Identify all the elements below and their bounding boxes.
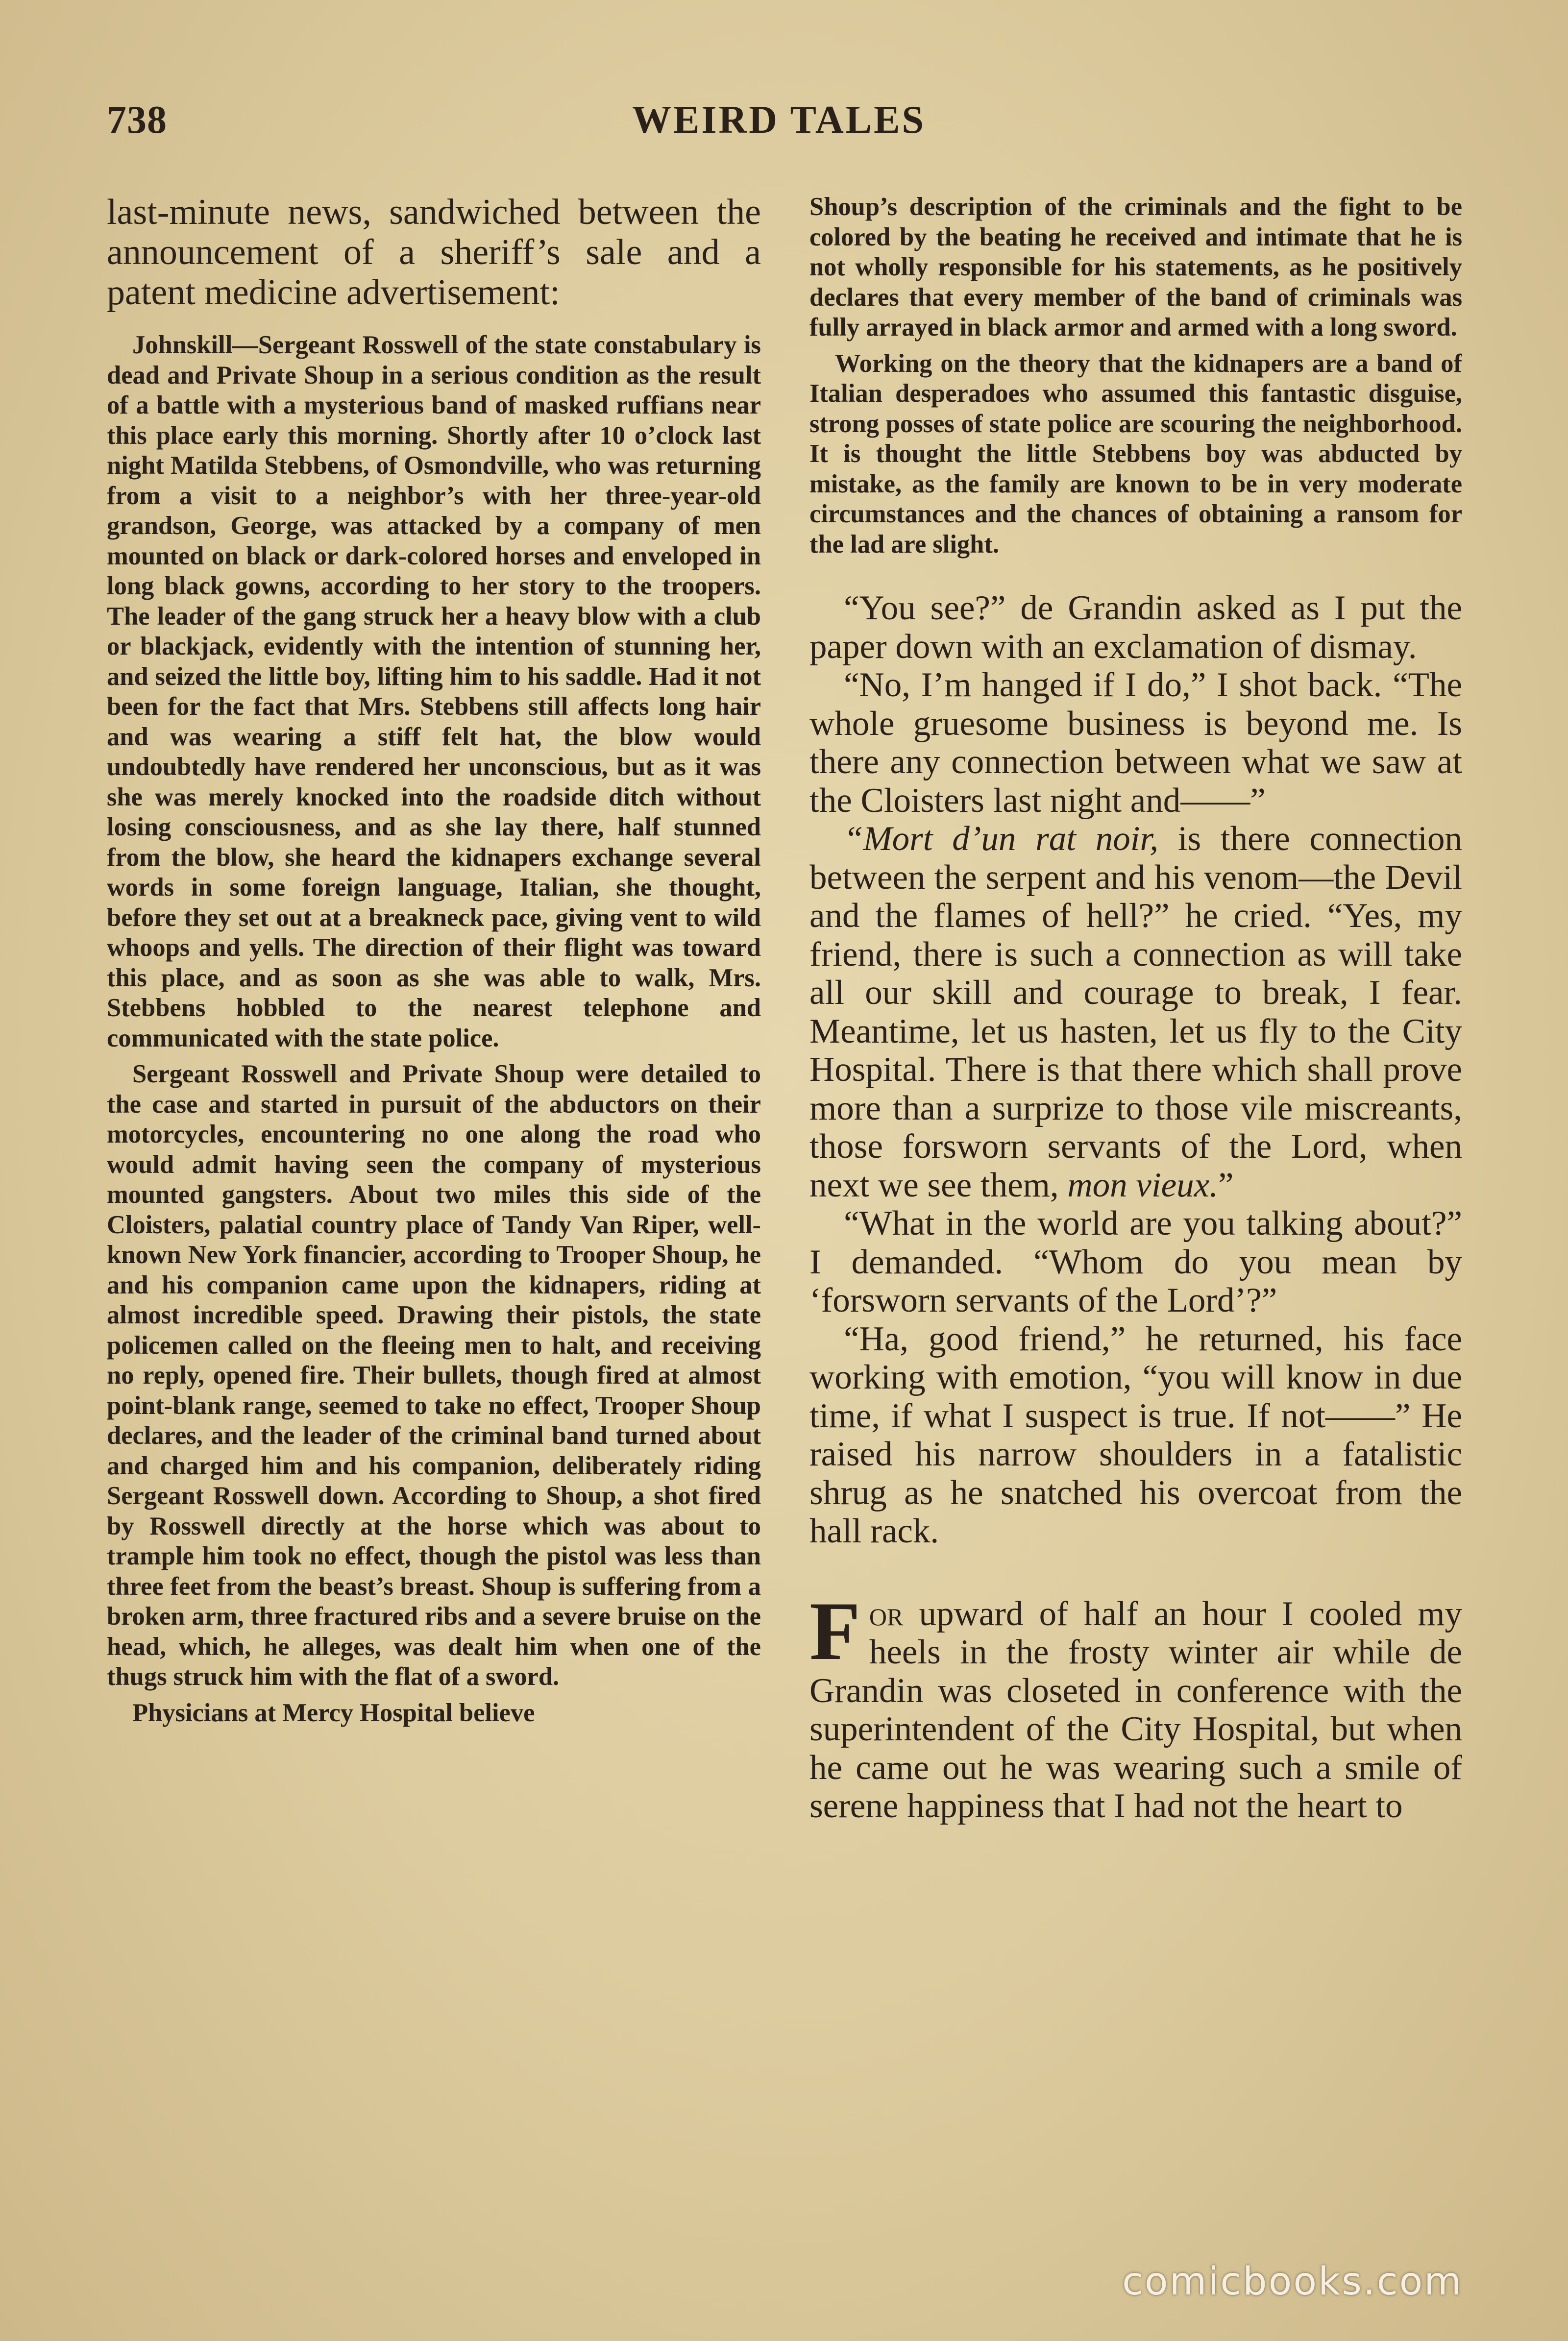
section-break xyxy=(809,1551,1462,1595)
news-paragraph-1: Johnskill—Sergeant Rosswell of the state constabulary is dead and Private Shoup in a serious condition as the result of a battle with a mysterious band of masked ruffians near this place early this morning. Shortly after 10 o’clock last night Matilda Stebbens, of Osmondville, who was returning from a visit to a neighbor’s with her three-year-old grandson, George, was attacked by a company of men mounted on black or dark-colored horses and enveloped in long black gowns, according to her story to the troopers. The leader of the gang struck her a heavy blow with a club or blackjack, evidently with the intention of stunning her, and seized the little boy, lifting him to his saddle. Had it not been for the fact that Mrs. Stebbens still affects long hair and was wearing a stiff felt hat, the blow would undoubtedly have rendered her unconscious, but as it was she was merely knocked into the roadside ditch without losing consciousness, and as she lay there, half stunned from the blow, she heard the kidnapers exchange several words in some foreign language, Italian, she thought, before they set out at a breakneck pace, giving vent to wild whoops and yells. The direction of their flight was toward this place, and as soon as she was able to walk, Mrs. Stebbens hobbled to the nearest telephone and communicated with the state police. xyxy=(107,331,761,1052)
page-header xyxy=(0,98,1568,157)
news-paragraph-2: Sergeant Rosswell and Private Shoup were detailed to the case and started in pursuit of the abductors on their motorcycles, encountering no one along the road who would admit having seen the company of mysterious mounted gangsters. About two miles this side of the Cloisters, palatial country place of Tandy Van Riper, well-known New York financier, according to Trooper Shoup, he and his companion came upon the kidnapers, riding at almost incredible speed. Drawing their pistols, the state policemen called on the fleeing men to halt, and receiving no reply, opened fire. Their bullets, though fired at almost point-blank range, seemed to take no effect, Trooper Shoup declares, and the leader of the criminal band turned about and charged him and his companion, deliberately riding Sergeant Rosswell down. According to Shoup, a shot fired by Rosswell directly at the horse which was about to trample him took no effect, though the pistol was less than three feet from the beast’s breast. Shoup is suffering from a broken arm, three fractured ribs and a severe bruise on the head, which, he alleges, was dealt him when one of the thugs struck him with the flat of a sword. xyxy=(107,1060,761,1691)
story-paragraph-3 xyxy=(809,820,1462,1204)
right-column xyxy=(809,192,1462,2250)
page-number: 738 xyxy=(107,98,167,142)
left-column xyxy=(107,192,761,2250)
story-paragraph-3-rest: is there connection between the serpent and his venom—the Devil and the flames of hell?” he cried. “Yes, my friend, there is such a connection as will take all our skill and courage to break, I fear. Meantime, let us hasten, let us fly to the City Hospital. There is that there which shall prove more than a surprize to those vile miscreants, those forsworn servants of the Lord, when next we see them, xyxy=(809,820,1462,1204)
story-paragraph-2: “No, I’m hanged if I do,” I shot back. “The whole gruesome business is beyond me. Is there any connection between what we saw at the Cloisters last night and——” xyxy=(809,666,1462,820)
story-paragraph-3-italic-2: mon vieux. xyxy=(1067,1166,1218,1204)
news-paragraph-3-start: Physicians at Mercy Hospital believe xyxy=(132,1698,535,1727)
running-title: WEIRD TALES xyxy=(632,98,926,142)
drop-cap-letter: F xyxy=(809,1585,860,1677)
lead-paragraph: last-minute news, sandwiched between the announcement of a sheriff’s sale and a patent medicine advertisement: xyxy=(107,192,761,313)
story-paragraph-5: “Ha, good friend,” he returned, his face working with emotion, “you will know in due time, if what I suspect is true. If not——” He raised his narrow shoulders in a fatalistic shrug as he snatched his overcoat from the hall rack. xyxy=(809,1319,1462,1550)
section-paragraph xyxy=(809,1585,1462,1826)
story-paragraph-1: “You see?” de Grandin asked as I put the paper down with an exclamation of dismay. xyxy=(809,589,1462,666)
news-paragraph-4: Working on the theory that the kidnapers are a band of Italian desperadoes who assumed this fantastic disguise, strong posses of state police are scouring the neighborhood. It is thought the little Stebbens boy was abducted by mistake, as the family are known to be in very moderate circumstances and the chances of obtaining a ransom for the lad are slight. xyxy=(809,349,1462,559)
story-paragraph-3-end: ” xyxy=(1218,1166,1234,1204)
section-text: upward of half an hour I cooled my heels in the frosty winter air while de Grandin was closeted in conference with the superintendent of the City Hospital, but when he came out he was wearing such a smile of serene happiness that I had not the heart to xyxy=(809,1594,1462,1825)
story-paragraph-4: “What in the world are you talking about?” I demanded. “Whom do you mean by ‘forsworn servants of the Lord’?” xyxy=(809,1204,1462,1319)
story-paragraph-3-italic: “Mort d’un rat noir, xyxy=(844,820,1158,858)
news-paragraph-3-continued: Shoup’s description of the criminals and the fight to be colored by the beating he received and intimate that he is not wholly responsible for his statements, as he positively declares that every member of the band of criminals was fully arrayed in black armor and armed with a long sword. xyxy=(809,193,1462,341)
watermark-logo: comicbooks.com xyxy=(1122,2260,1463,2304)
section-smallcaps: or xyxy=(869,1594,904,1633)
